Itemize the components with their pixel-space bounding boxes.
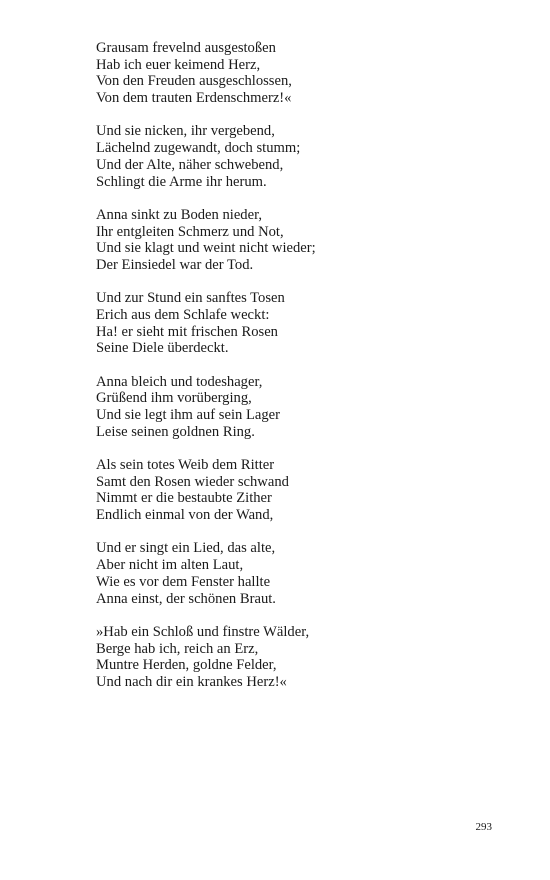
poem-line: Und der Alte, näher schwebend, (96, 156, 284, 173)
poem-line: Und er singt ein Lied, das alte, (96, 540, 276, 557)
page-number: 293 (475, 821, 492, 833)
stanza-6 (96, 457, 496, 524)
stanza-3 (96, 207, 496, 274)
poem-line: Nimmt er die bestaubte Zither (96, 490, 272, 507)
poem-line: Schlingt die Arme ihr herum. (96, 173, 267, 190)
stanza-7 (96, 540, 496, 607)
poem-line: Aber nicht im alten Laut, (96, 557, 244, 574)
poem-line: Und sie legt ihm auf sein Lager (96, 407, 280, 424)
poem-line: Lächelnd zugewandt, doch stumm; (96, 140, 301, 157)
poem-line: Ihr entgleiten Schmerz und Not, (96, 223, 284, 240)
poem-line: Samt den Rosen wieder schwand (96, 473, 289, 490)
stanza-5 (96, 374, 496, 441)
poem-line: Grausam frevelnd ausgestoßen (96, 40, 276, 56)
poem-line: Von dem trauten Erdenschmerz!« (96, 90, 292, 107)
poem-line: Von den Freuden ausgeschlossen, (96, 73, 292, 90)
poem-line: Der Einsiedel war der Tod. (96, 256, 254, 273)
poem-line: Leise seinen goldnen Ring. (96, 423, 255, 440)
poem-line: Seine Diele überdeckt. (96, 340, 229, 357)
poem-line: Grüßend ihm vorüberging, (96, 390, 252, 407)
stanza-2 (96, 123, 496, 190)
stanza-4 (96, 290, 496, 357)
stanza-1 (96, 40, 496, 107)
poem-line: Und zur Stund ein sanftes Tosen (96, 290, 285, 307)
poem-line: Erich aus dem Schlafe weckt: (96, 306, 270, 323)
poem-line: Hab ich euer keimend Herz, (96, 56, 261, 73)
poem-line: Anna einst, der schönen Braut. (96, 590, 276, 607)
poem-line: Muntre Herden, goldne Felder, (96, 657, 277, 674)
poem-line: Als sein totes Weib dem Ritter (96, 457, 275, 474)
poem-line: Endlich einmal von der Wand, (96, 507, 274, 524)
poem-line: »Hab ein Schloß und finstre Wälder, (96, 623, 310, 640)
poem-line: Anna bleich und todeshager, (96, 373, 263, 390)
poem-line: Wie es vor dem Fenster hallte (96, 573, 271, 590)
poem-line: Und sie klagt und weint nicht wieder; (96, 240, 316, 257)
poem-line: Ha! er sieht mit frischen Rosen (96, 323, 278, 340)
poem-text (96, 40, 496, 707)
poem-line: Und sie nicken, ihr vergebend, (96, 123, 275, 140)
poem-line: Anna sinkt zu Boden nieder, (96, 206, 262, 223)
poem-line: Und nach dir ein krankes Herz!« (96, 673, 287, 690)
stanza-8 (96, 624, 496, 691)
poem-line: Berge hab ich, reich an Erz, (96, 640, 259, 657)
